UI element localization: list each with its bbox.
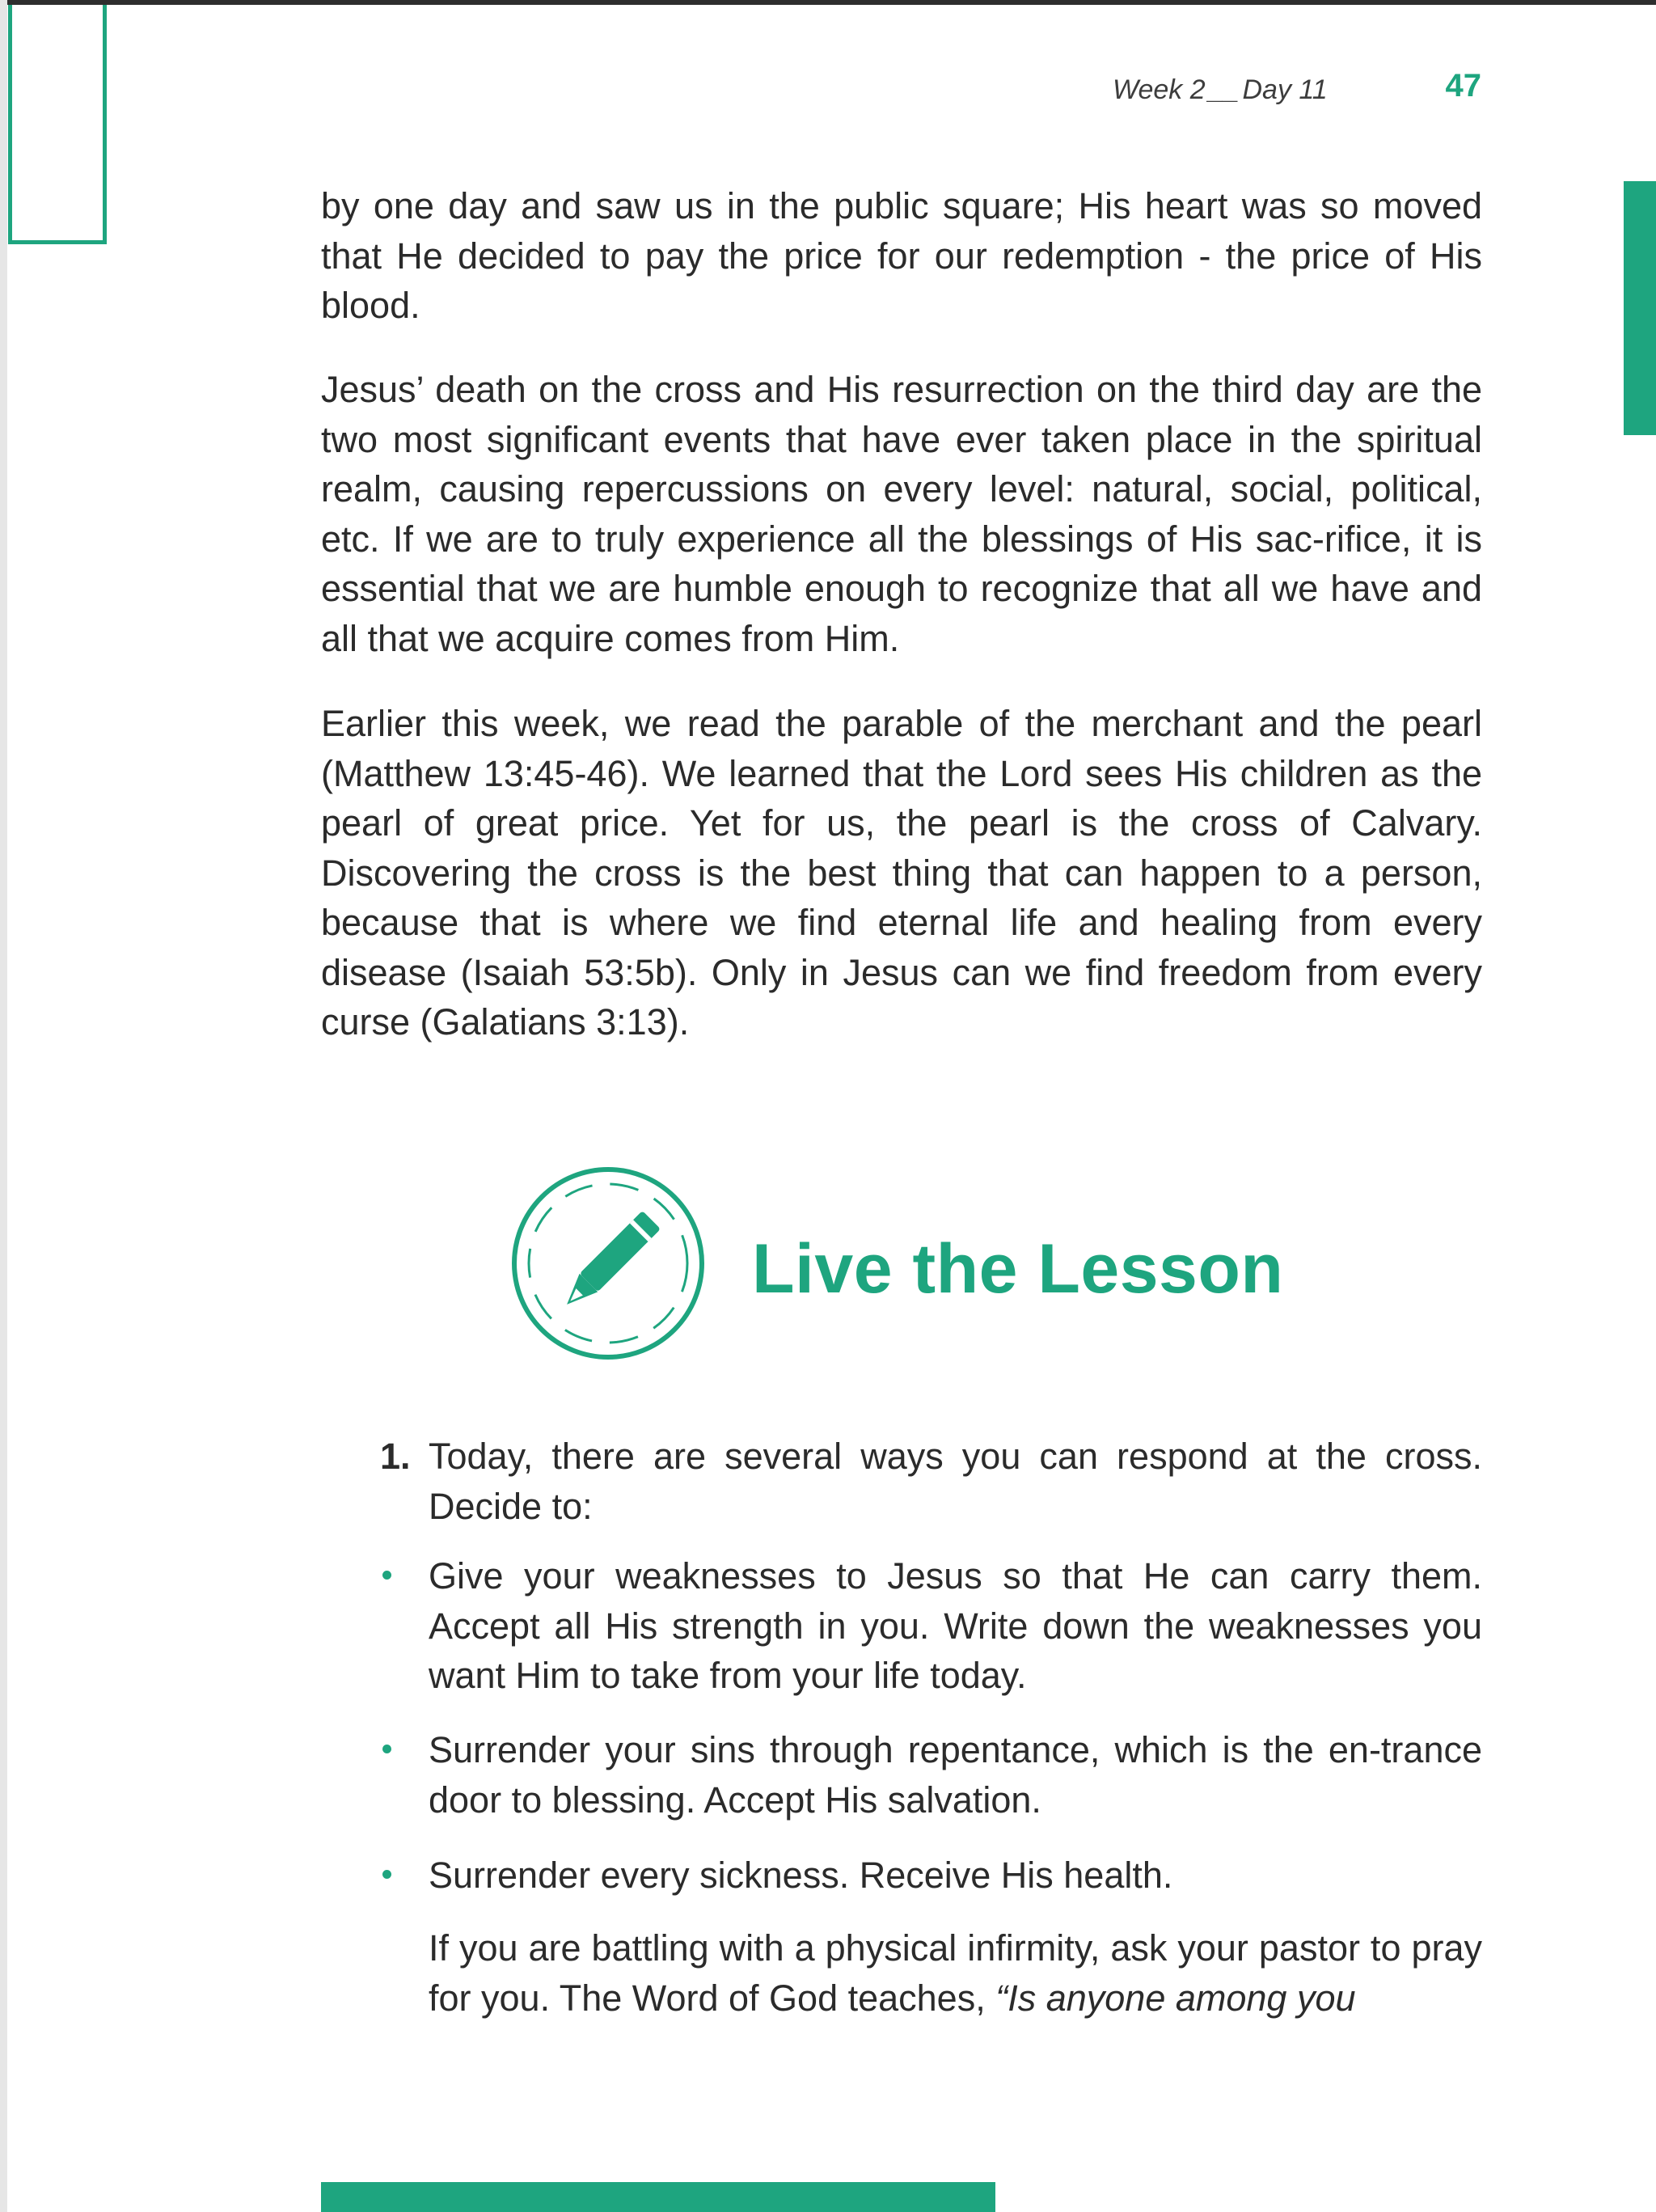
page-number: 47 [1445,68,1481,104]
bullet-dot [382,1870,391,1879]
pencil-icon [511,1166,705,1360]
running-head-day: Day 11 [1242,74,1328,105]
running-head-separator: __ [1208,74,1240,105]
bullet-item-text: Surrender your sins through repentance, which is the en-trance door to blessing. Accept His salvation. [429,1729,1482,1821]
list-number: 1. [380,1436,411,1477]
followup-text: If you are battling with a physical infirmity, ask your pastor to pray for you. The Word of God teaches, [429,1927,1482,2019]
body-paragraph: Jesus’ death on the cross and His resurrection on the third day are the two most significant events that have ever taken place in the spiritual realm, causing repercussions on every level: natural, social, political, etc. If we are to truly experience all the blessings of His sac-rifice, it is essential that we are humble enough to recognize that all we have and all that we acquire comes from Him. [321,369,1482,659]
bullet-item-text: Give your weaknesses to Jesus so that He can carry them. Accept all His strength in you. Write down the weaknesses you want Him to take from your life today. [429,1555,1482,1696]
scripture-quote: “Is anyone among you [995,1977,1356,2019]
bottom-bar-decoration [321,2182,995,2212]
body-paragraph: by one day and saw us in the public square; His heart was so moved that He decided to pay the price for our redemption - the price of His blood. [321,185,1482,326]
top-rule [0,0,1656,5]
lesson-title: Live the Lesson [752,1230,1284,1308]
body-paragraph: Earlier this week, we read the parable of the merchant and the pearl (Matthew 13:45-46). We learned that the Lord sees His children as the pearl of great price. Yet for us, the pearl is the cross of Calvary. Discovering the cross is the best thing that can happen to a person, because that is where we find eternal life and healing from every disease (Isaiah 53:5b). Only in Jesus can we find freedom from every curse (Galatians 3:13). [321,703,1482,1043]
bullet-item-text: Surrender every sickness. Receive His health. [429,1855,1173,1896]
side-tab-marker [1624,181,1656,435]
bullet-dot [382,1745,391,1753]
running-head-week: Week 2 [1113,74,1206,105]
corner-frame-decoration [8,5,107,244]
list-item-text: Today, there are several ways you can respond at the cross. Decide to: [429,1436,1482,1527]
page-left-edge [0,0,7,2212]
bullet-dot [382,1571,391,1580]
running-head [1113,74,1328,106]
followup-paragraph [429,1923,1482,2023]
